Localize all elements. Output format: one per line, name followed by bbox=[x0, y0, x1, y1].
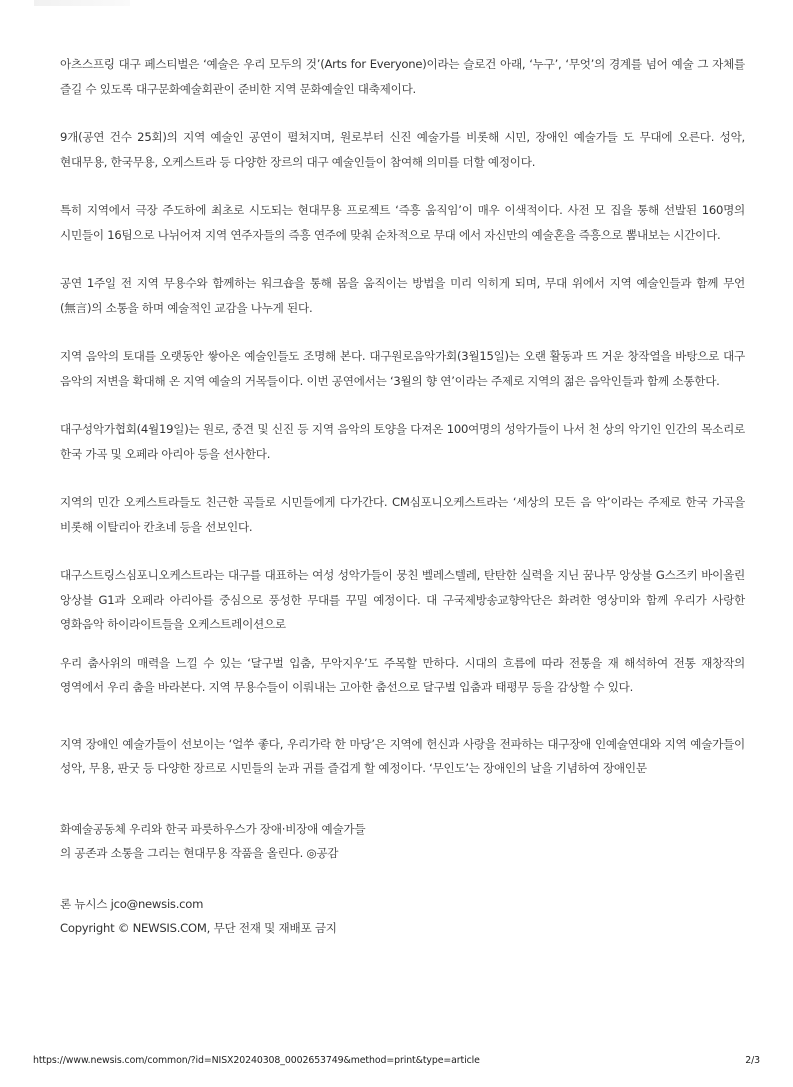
reporter-email: 론 뉴시스 jco@newsis.com bbox=[60, 896, 204, 911]
paragraph-strings-symphony: 대구스트링스심포니오케스트라는 대구를 대표하는 여성 성악가들이 뭉친 벨레스텔레, 탄탄한 실력을 지닌 꿈나무 앙상블 G스즈키 바이올린 앙상블 G1과 오페라 아리아를 중심으로 풍성한 무대를 꾸밀 예정이다. 대 구국제방송교향악단은 화려한 영상미와 함께 우리가 사랑한 영화음악 하이라이트들을 오케스트레이션으로 bbox=[60, 568, 745, 631]
page-number: 2/3 bbox=[745, 1055, 760, 1066]
paragraph-dance-project: 특히 지역에서 극장 주도하에 최초로 시도되는 현대무용 프로젝트 ‘즉흥 움직임’이 매우 이색적이다. 사전 모 집을 통해 선발된 160명의 시민들이 16팀으로 나뉘어져 지역 연주자들의 즉흥 연주에 맞춰 순차적으로 무대 에서 자신만의 예술혼을 즉흥으로 뽐내보는 시간이다. bbox=[60, 203, 745, 242]
page-url: https://www.newsis.com/common/?id=NISX20240308_0002653749&method=print&type=article bbox=[33, 1055, 480, 1066]
paragraph-traditional-dance: 우리 춤사위의 매력을 느낄 수 있는 ‘달구벌 입춤, 무악지우’도 주목할 만하다. 시대의 흐름에 따라 전통을 재 해석하여 전통 재창작의 영역에서 우리 춤을 바라본다. 지역 무용수들이 이뤄내는 고아한 춤선으로 달구벌 입춤과 태평무 등을 감상할 수 있다. bbox=[60, 655, 745, 694]
continuation-line: 의 공존과 소통을 그리는 현대무용 작품을 올린다. ◎공감 bbox=[60, 846, 339, 860]
paragraph-continuation bbox=[60, 817, 745, 866]
paragraph-elder-musicians: 지역 음악의 토대를 오랫동안 쌓아온 예술인들도 조명해 본다. 대구원로음악가회(3월15일)는 오랜 활동과 뜨 거운 창작열을 바탕으로 대구 음악의 저변을 확대해 온 지역 예술의 거목들이다. 이번 공연에서는 ‘3월의 향 연’이라는 주제로 지역의 젊은 음악인들과 함께 소통한다. bbox=[60, 349, 745, 388]
top-page-fade bbox=[34, 0, 130, 6]
paragraph-vocal-association: 대구성악가협회(4월19일)는 원로, 중견 및 신진 등 지역 음악의 토양을 다져온 100여명의 성악가들이 나서 천 상의 악기인 인간의 목소리로 한국 가곡 및 오페라 아리아 등을 선사한다. bbox=[60, 422, 745, 461]
paragraph-disabled-artists: 지역 장애인 예술가들이 선보이는 ‘얼쑤 좋다, 우리가락 한 마당’은 지역에 헌신과 사랑을 전파하는 대구장애 인예술연대와 지역 예술가들이 성악, 무용, 판굿 등 다양한 장르로 시민들의 눈과 귀를 즐겁게 할 예정이다. ‘무인도’는 장애인의 날을 기념하여 장애인문 bbox=[60, 736, 745, 775]
print-footer bbox=[33, 1055, 760, 1066]
article-body bbox=[60, 52, 745, 941]
article-byline bbox=[60, 892, 745, 941]
paragraph-workshop: 공연 1주일 전 지역 무용수와 함께하는 워크숍을 통해 몸을 움직이는 방법을 미리 익히게 되며, 무대 위에서 지역 예술인들과 함께 무언(無言)의 소통을 하며 예술적인 교감을 나누게 된다. bbox=[60, 276, 745, 315]
paragraph-orchestras: 지역의 민간 오케스트라들도 친근한 곡들로 시민들에게 다가간다. CM심포니오케스트라는 ‘세상의 모든 음 악’이라는 주제로 한국 가곡을 비롯해 이탈리아 칸초네 등을 선보인다. bbox=[60, 495, 745, 534]
copyright-notice: Copyright © NEWSIS.COM, 무단 전재 및 재배포 금지 bbox=[60, 921, 337, 935]
continuation-line: 화예술공동체 우리와 한국 파릇하우스가 장애·비장애 예술가들 bbox=[60, 821, 366, 836]
paragraph-overview: 9개(공연 건수 25회)의 지역 예술인 공연이 펼쳐지며, 원로부터 신진 예술가를 비롯해 시민, 장애인 예술가들 도 무대에 오른다. 성악, 현대무용, 한국무용, 오케스트라 등 다양한 장르의 대구 예술인들이 참여해 의미를 더할 예정이다. bbox=[60, 130, 745, 169]
paragraph-slogan: 아츠스프링 대구 페스티벌은 ‘예술은 우리 모두의 것’(Arts for Everyone)이라는 슬로건 아래, ‘누구’, ‘무엇’의 경계를 넘어 예술 그 자체를 즐길 수 있도록 대구문화예술회관이 준비한 지역 문화예술인 대축제이다. bbox=[60, 57, 745, 96]
